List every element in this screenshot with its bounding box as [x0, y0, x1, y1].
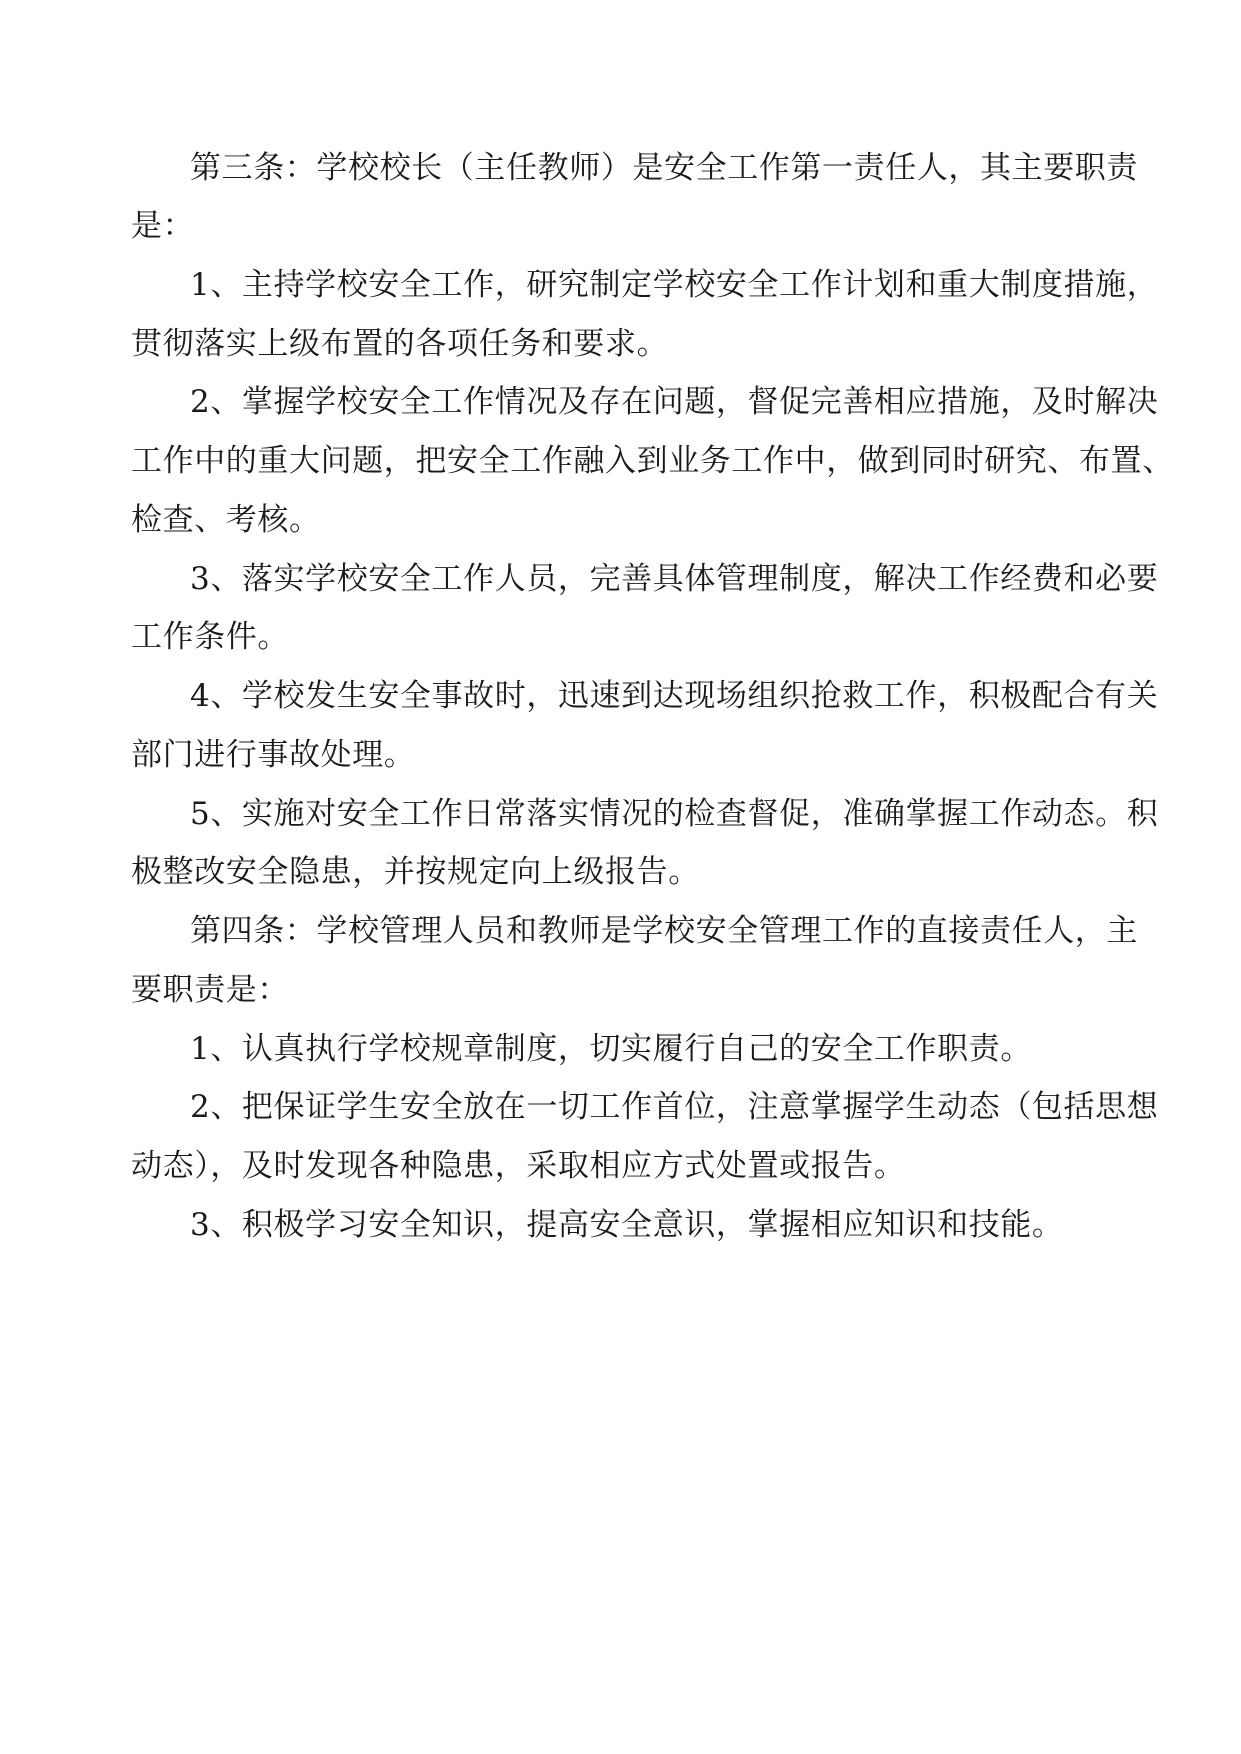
article-3-heading: 第三条：学校校长（主任教师）是安全工作第一责任人，其主要职责 [190, 150, 1138, 186]
article-3-item-5: 5、实施对安全工作日常落实情况的检查督促，准确掌握工作动态。积 [190, 796, 1159, 832]
article-3-heading-cont: 是： [131, 208, 195, 244]
article-3-item-1-cont: 贯彻落实上级布置的各项任务和要求。 [131, 326, 669, 362]
article-3-item-4: 4、学校发生安全事故时，迅速到达现场组织抢救工作，积极配合有关 [190, 678, 1159, 714]
article-4-item-1: 1、认真执行学校规章制度，切实履行自己的安全工作职责。 [190, 1031, 1032, 1067]
article-3-item-2-cont-1: 工作中的重大问题，把安全工作融入到业务工作中，做到同时研究、布置、 [131, 443, 1174, 479]
article-3-item-3-cont: 工作条件。 [131, 619, 289, 655]
article-3-item-2: 2、掌握学校安全工作情况及存在问题，督促完善相应措施，及时解决 [190, 384, 1159, 420]
article-3-item-1: 1、主持学校安全工作，研究制定学校安全工作计划和重大制度措施， [190, 267, 1159, 303]
article-4-item-2: 2、把保证学生安全放在一切工作首位，注意掌握学生动态（包括思想 [190, 1089, 1159, 1125]
article-4-heading: 第四条：学校管理人员和教师是学校安全管理工作的直接责任人，主 [190, 913, 1138, 949]
article-3-item-5-cont: 极整改安全隐患，并按规定向上级报告。 [131, 854, 700, 890]
article-3-item-4-cont: 部门进行事故处理。 [131, 737, 416, 773]
article-4-item-3: 3、积极学习安全知识，提高安全意识，掌握相应知识和技能。 [190, 1207, 1064, 1243]
article-4-item-2-cont: 动态），及时发现各种隐患，采取相应方式处置或报告。 [131, 1148, 906, 1184]
article-4-heading-cont: 要职责是： [131, 972, 289, 1008]
article-3-item-2-cont-2: 检查、考核。 [131, 502, 321, 538]
article-3-item-3: 3、落实学校安全工作人员，完善具体管理制度，解决工作经费和必要 [190, 561, 1159, 597]
